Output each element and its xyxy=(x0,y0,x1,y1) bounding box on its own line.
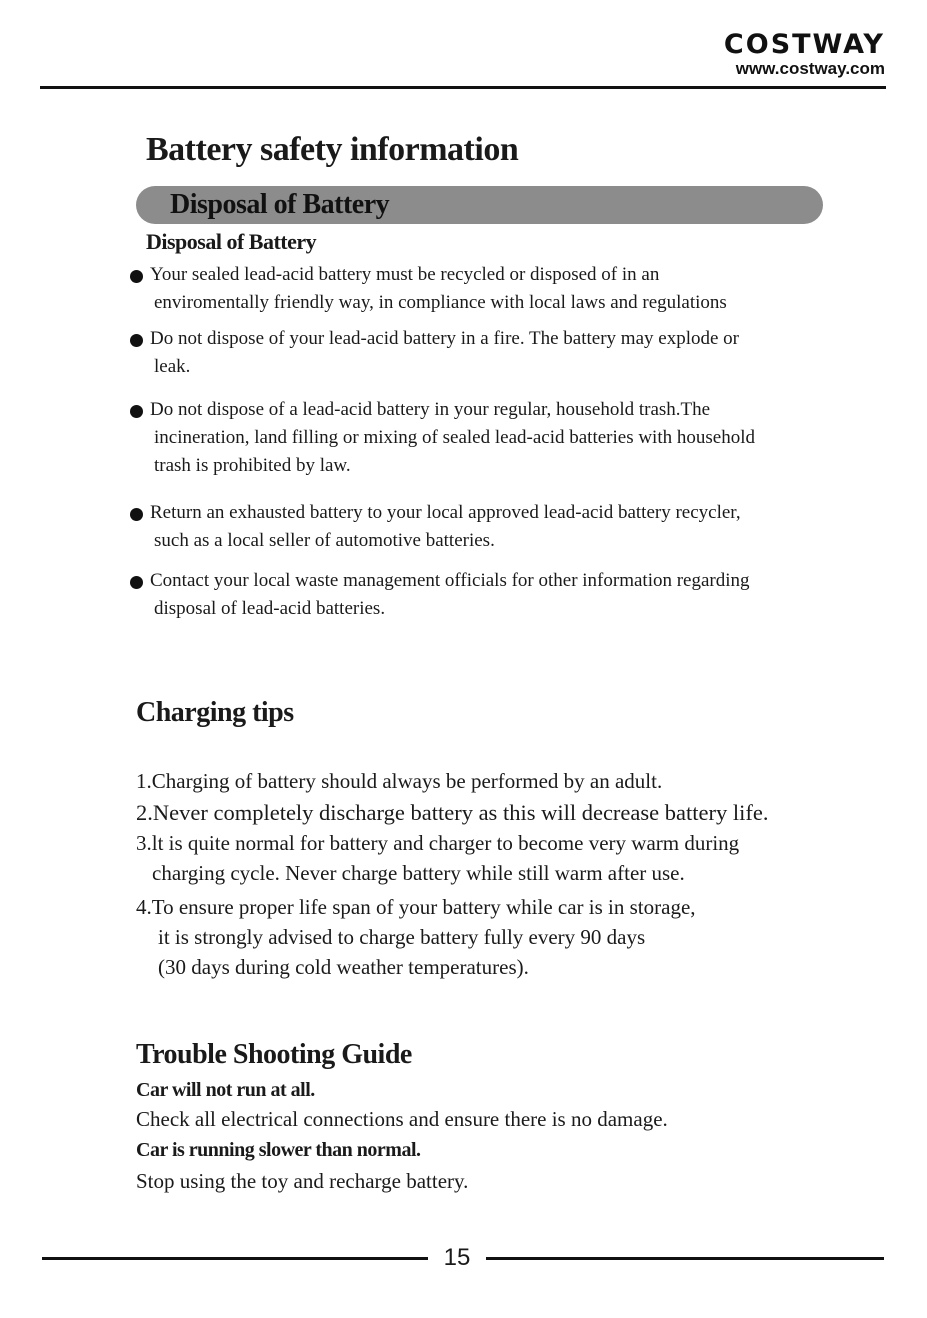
bullet-dot-icon xyxy=(130,334,143,347)
costway-logo xyxy=(724,31,885,79)
bullet-line: enviromentally friendly way, in compliance with local laws and regulations xyxy=(154,292,727,313)
header-divider xyxy=(40,86,886,89)
bullet-line: Return an exhausted battery to your local approved lead-acid battery recycler, xyxy=(150,502,741,523)
trouble-solution: Stop using the toy and recharge battery. xyxy=(136,1169,469,1193)
disposal-bullet xyxy=(128,499,858,555)
bullet-line: Your sealed lead-acid battery must be recycled or disposed of in an xyxy=(150,264,660,285)
troubleshooting-heading: Trouble Shooting Guide xyxy=(136,1039,412,1070)
bullet-line: such as a local seller of automotive batteries. xyxy=(154,530,495,551)
brand-logo-text: COSTWAY xyxy=(723,29,885,60)
bullet-line: Do not dispose of a lead-acid battery in your regular, household trash.The xyxy=(150,399,711,420)
disposal-subheading: Disposal of Battery xyxy=(146,229,317,254)
bullet-dot-icon xyxy=(130,270,143,283)
charging-tip: 1.Charging of battery should always be performed by an adult. xyxy=(136,769,663,793)
charging-tip: 2.Never completely discharge battery as this will decrease battery life. xyxy=(136,800,769,825)
disposal-bullet xyxy=(128,396,858,480)
charging-tip-continued: charging cycle. Never charge battery while still warm after use. xyxy=(152,861,685,885)
disposal-bullet xyxy=(128,325,858,381)
bullet-line: trash is prohibited by law. xyxy=(154,455,351,476)
bullet-line: incineration, land filling or mixing of sealed lead-acid batteries with household xyxy=(154,427,755,448)
bullet-line: disposal of lead-acid batteries. xyxy=(154,598,386,619)
disposal-bullet xyxy=(128,567,858,623)
section-banner-label: Disposal of Battery xyxy=(170,189,390,220)
charging-tip: 3.lt is quite normal for battery and charger to become very warm during xyxy=(136,831,740,855)
footer-divider-left xyxy=(42,1257,428,1260)
charging-tips-heading: Charging tips xyxy=(136,697,294,728)
bullet-dot-icon xyxy=(130,508,143,521)
bullet-dot-icon xyxy=(130,576,143,589)
trouble-problem: Car is running slower than normal. xyxy=(136,1139,421,1161)
section-banner-disposal xyxy=(136,186,823,224)
trouble-problem: Car will not run at all. xyxy=(136,1079,315,1101)
disposal-bullet xyxy=(128,261,858,317)
trouble-solution: Check all electrical connections and ensure there is no damage. xyxy=(136,1107,668,1131)
page-title: Battery safety information xyxy=(146,131,519,168)
bullet-line: leak. xyxy=(154,356,191,377)
page-number: 15 xyxy=(443,1244,471,1271)
footer-divider-right xyxy=(486,1257,884,1260)
charging-tip-continued: (30 days during cold weather temperatures). xyxy=(158,955,529,979)
bullet-line: Do not dispose of your lead-acid battery in a fire. The battery may explode or xyxy=(150,328,739,349)
charging-tip-continued: it is strongly advised to charge battery fully every 90 days xyxy=(158,925,646,949)
bullet-line: Contact your local waste management officials for other information regarding xyxy=(150,570,750,591)
charging-tip: 4.To ensure proper life span of your battery while car is in storage, xyxy=(136,895,696,919)
brand-url: www.costway.com xyxy=(735,59,885,78)
bullet-dot-icon xyxy=(130,405,143,418)
